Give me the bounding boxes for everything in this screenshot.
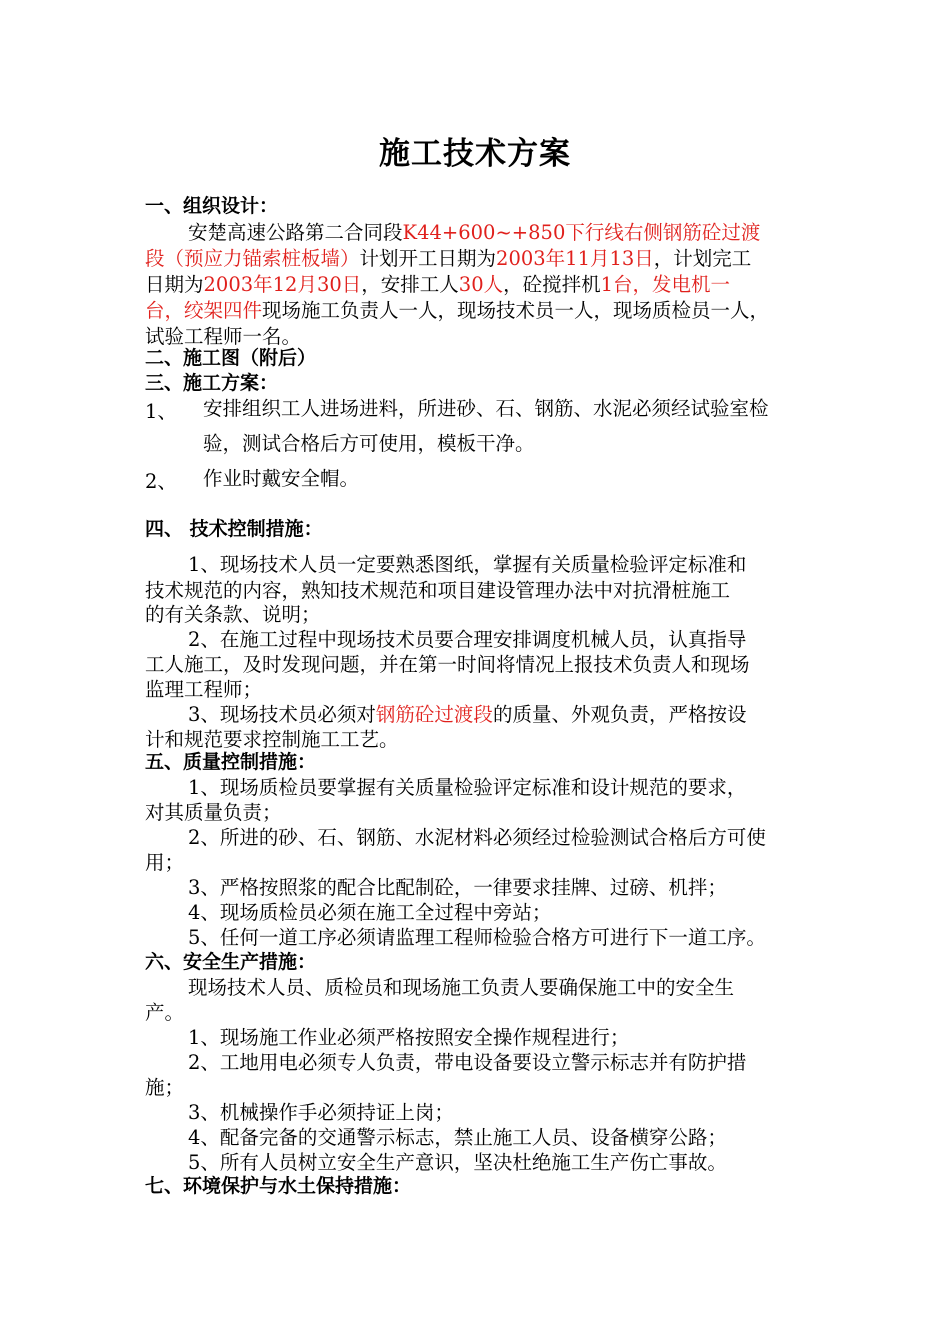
s6-intro-line-1: 现场技术人员、质检员和现场施工负责人要确保施工中的安全生 [188,976,735,999]
s5-p5: 5、任何一道工序必须请监理工程师检验合格方可进行下一道工序。 [188,926,766,949]
s5-p2-line-2: 用； [145,851,185,874]
s6-p1: 1、现场施工作业必须严格按照安全操作规程进行； [188,1026,630,1049]
s1-line-2: 段（预应力锚索桩板墙）计划开工日期为2003年11月13日，计划完工 [145,247,752,270]
s4-p3-line-1: 3、现场技术员必须对钢筋砼过渡段的质量、外观负责，严格按设 [188,703,747,726]
section-5-heading: 五、质量控制措施： [145,751,317,773]
s5-p3: 3、严格按照浆的配合比配制砼，一律要求挂牌、过磅、机拌； [188,876,727,899]
document-title: 施工技术方案 [379,136,571,172]
s4-p2-line-1: 2、在施工过程中现场技术员要合理安排调度机械人员，认真指导 [188,628,747,651]
s6-intro-line-2: 产。 [145,1001,185,1024]
s3-item-1-number: 1、 [145,400,177,423]
s6-p4: 4、配备完备的交通警示标志，禁止施工人员、设备横穿公路； [188,1126,727,1149]
s4-p1-line-1: 1、现场技术人员一定要熟悉图纸，掌握有关质量检验评定标准和 [188,553,747,576]
s3-item-1-line-1: 安排组织工人进场进料，所进砂、石、钢筋、水泥必须经试验室检 [203,397,769,420]
s6-p3: 3、机械操作手必须持证上岗； [188,1101,454,1124]
s1-line-5: 试验工程师一名。 [145,325,302,348]
s5-p4: 4、现场质检员必须在施工全过程中旁站； [188,901,552,924]
s4-p1-line-2: 技术规范的内容，熟知技术规范和项目建设管理办法中对抗滑桩施工 [145,579,731,602]
s4-p2-line-3: 监理工程师； [145,678,263,701]
s4-p2-line-2: 工人施工，及时发现问题，并在第一时间将情况上报技术负责人和现场 [145,653,750,676]
s1-line-4: 台，绞架四件现场施工负责人一人，现场技术员一人，现场质检员一人， [145,299,770,322]
s5-p2-line-1: 2、所进的砂、石、钢筋、水泥材料必须经过检验测试合格后方可使 [188,826,766,849]
s4-p1-line-3: 的有关条款、说明； [145,603,321,626]
s5-p1-line-2: 对其质量负责； [145,801,282,824]
section-1-heading: 一、组织设计： [145,195,279,217]
section-6-heading: 六、安全生产措施： [145,951,317,973]
s4-p3-line-2: 计和规范要求控制施工工艺。 [145,728,399,751]
s6-p2-line-2: 施； [145,1076,185,1099]
s5-p1-line-1: 1、现场质检员要掌握有关质量检验评定标准和设计规范的要求， [188,776,747,799]
s6-p2-line-1: 2、工地用电必须专人负责，带电设备要设立警示标志并有防护措 [188,1051,747,1074]
section-3-heading: 三、施工方案： [145,372,279,394]
section-4-heading: 四、 技术控制措施： [145,518,323,540]
s1-line-3: 日期为2003年12月30日，安排工人30人，砼搅拌机1台，发电机一 [145,273,731,296]
s3-item-2-number: 2、 [145,470,177,493]
section-2-heading: 二、施工图（附后） [145,347,317,369]
s3-item-1-line-2: 验，测试合格后方可使用，模板干净。 [203,432,535,455]
s1-line-1: 安楚高速公路第二合同段K44+600~+850下行线右侧钢筋砼过渡 [188,221,761,244]
section-7-heading: 七、环境保护与水土保持措施： [145,1175,412,1197]
s3-item-2: 作业时戴安全帽。 [203,467,360,490]
s6-p5: 5、所有人员树立安全生产意识，坚决杜绝施工生产伤亡事故。 [188,1151,727,1174]
